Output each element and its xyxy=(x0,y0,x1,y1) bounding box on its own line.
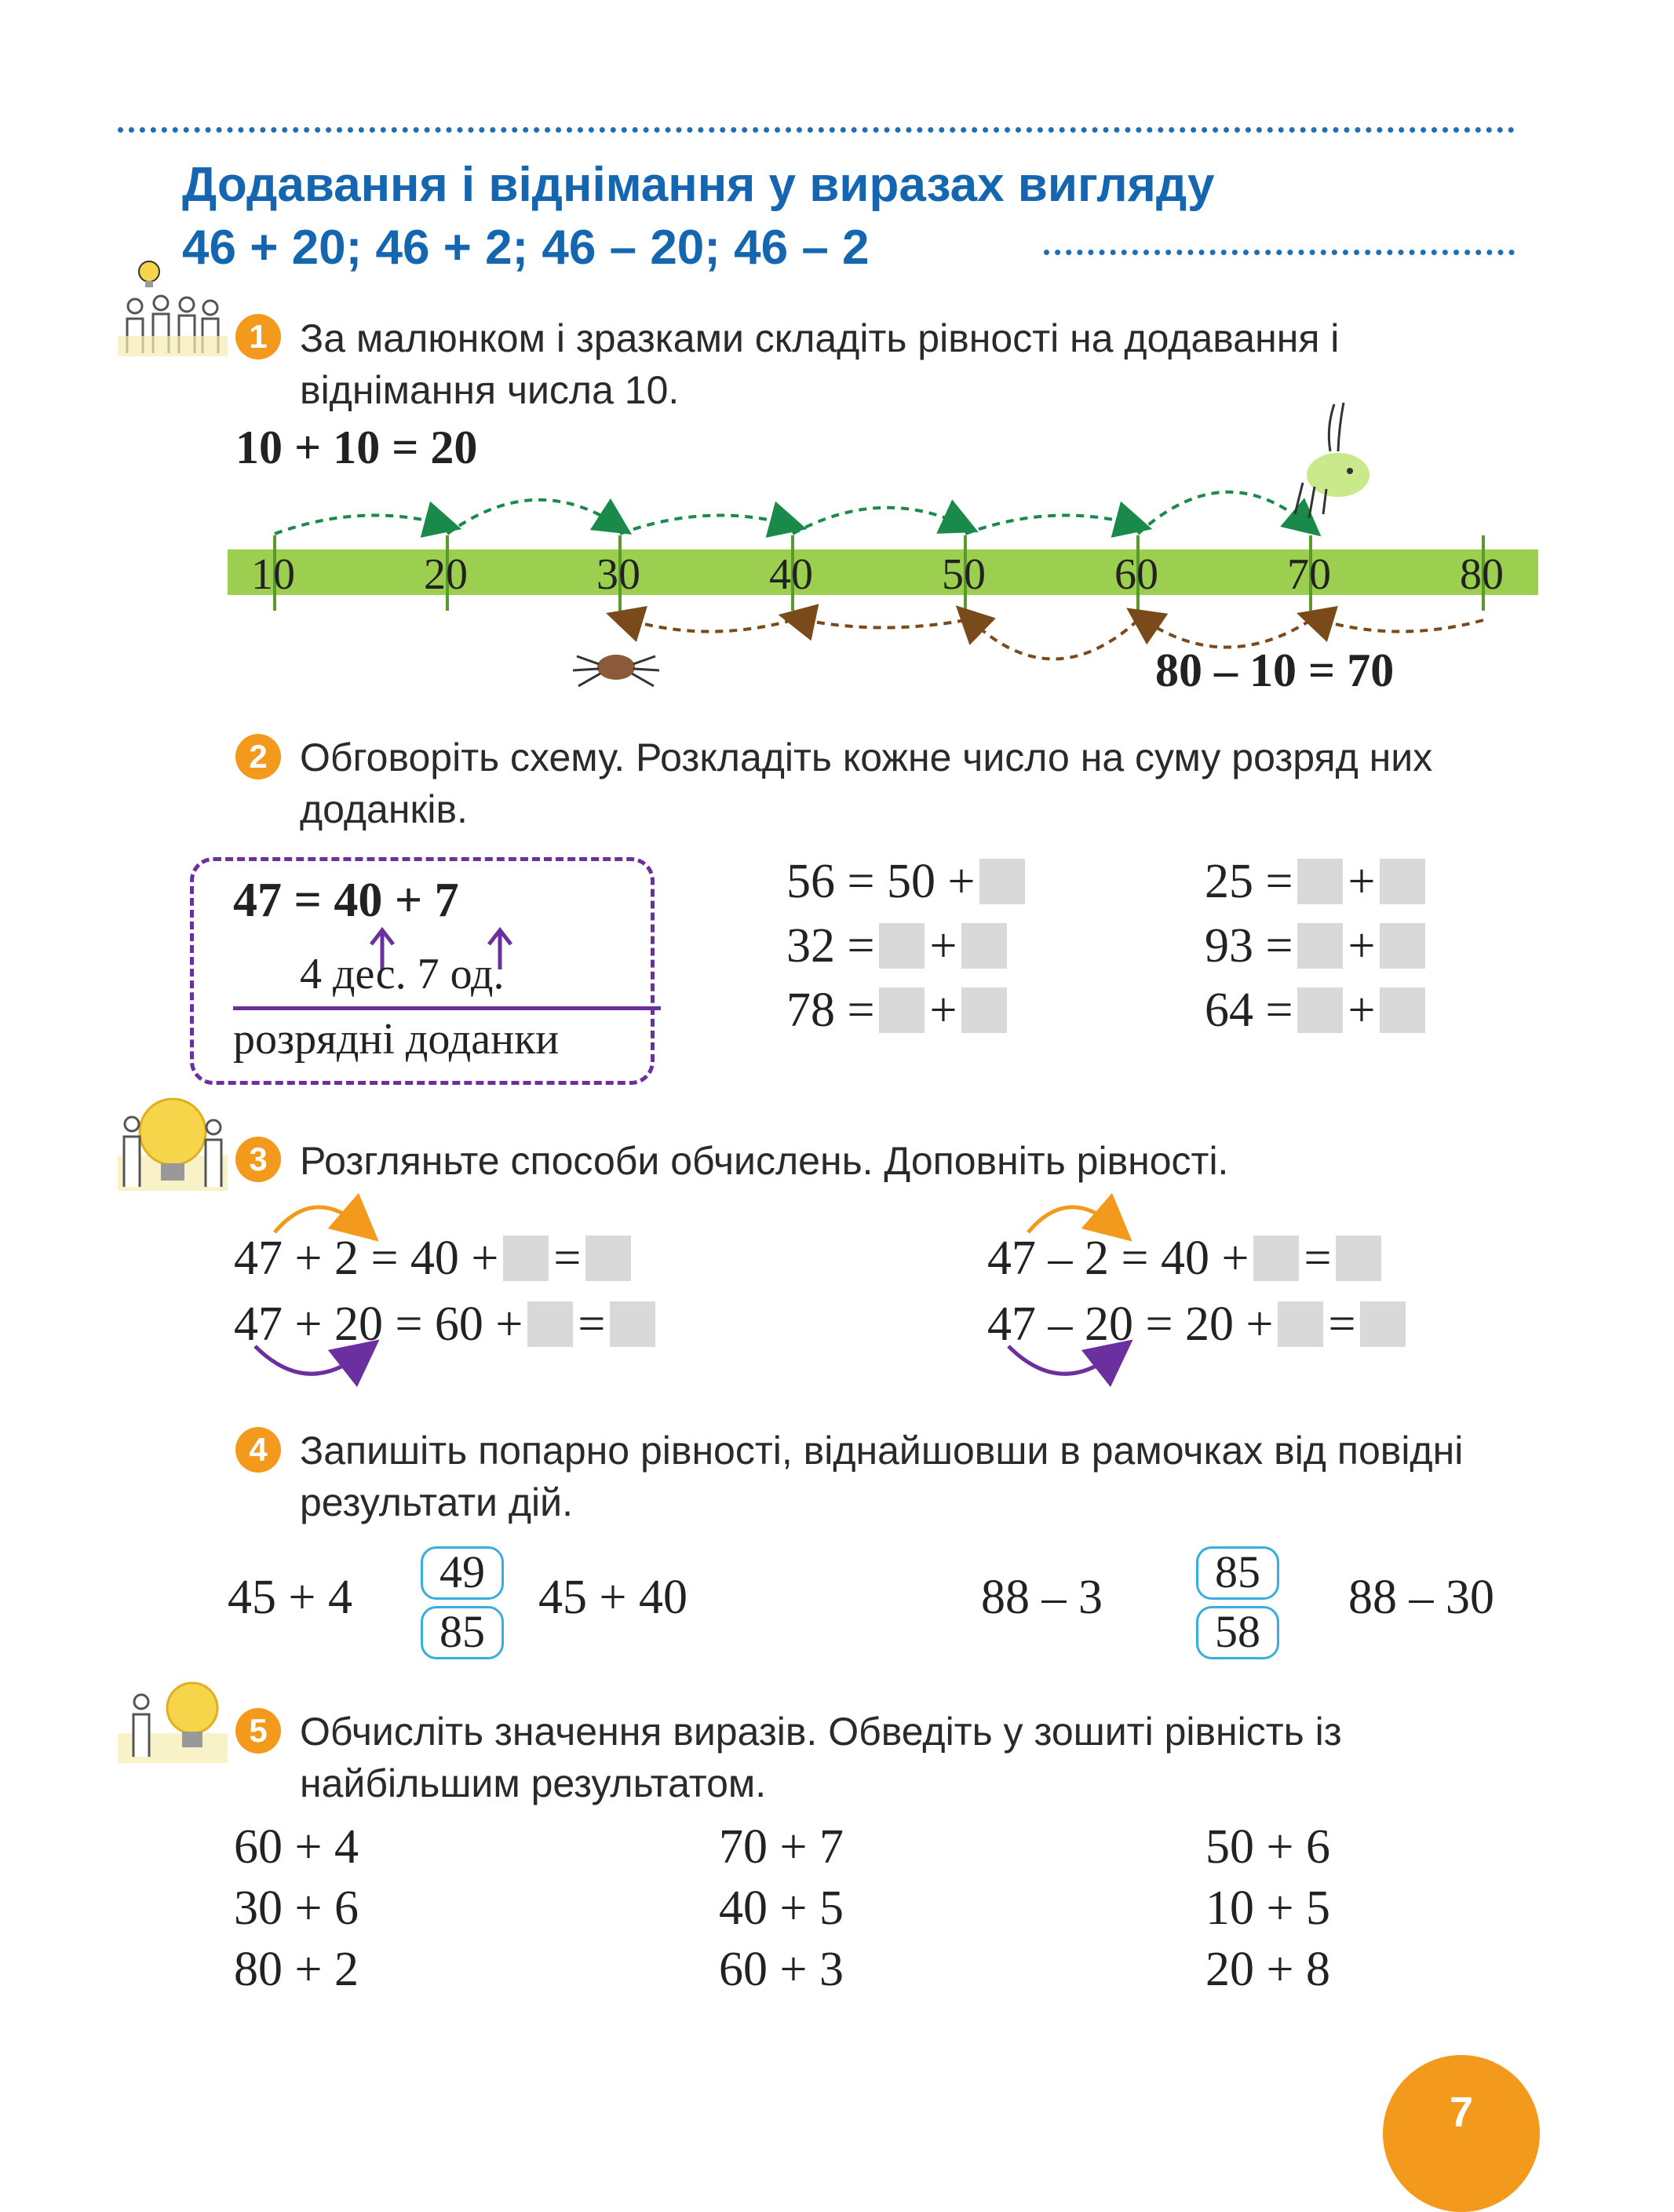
decomposition-left: 93 = xyxy=(1205,918,1293,973)
answer-blank[interactable] xyxy=(879,923,925,969)
task1-example-add: 10 + 10 = 20 xyxy=(235,422,478,473)
place-value-scheme xyxy=(190,857,655,1085)
answer-blank[interactable] xyxy=(1297,923,1343,969)
answer-blank[interactable] xyxy=(527,1301,573,1347)
expression: 70 + 7 xyxy=(719,1820,844,1874)
answer-blank[interactable] xyxy=(1297,859,1343,904)
plus-sign: + xyxy=(929,983,957,1037)
decomposition-row xyxy=(1205,849,1430,914)
calculation-row xyxy=(234,1297,660,1352)
task4-left-expression-b: 45 + 40 xyxy=(538,1571,687,1624)
task5-text: Обчисліть значення виразів. Обведіть у зошиті рівність із найбільшим результатом. xyxy=(300,1710,1342,1805)
task2-column-2 xyxy=(1205,849,1430,1042)
page-title-line1: Додавання і віднімання у виразах вигляду xyxy=(182,158,1215,212)
title-dotted-rule xyxy=(1044,250,1515,255)
equals-sign: = xyxy=(1304,1231,1332,1285)
calculation-expression: 47 – 2 = 40 + xyxy=(987,1231,1249,1285)
tick-label: 80 xyxy=(1460,550,1504,599)
task1-number-badge: 1 xyxy=(235,314,281,360)
answer-blank[interactable] xyxy=(879,987,925,1033)
answer-blank[interactable] xyxy=(1380,923,1425,969)
scheme-caption: розрядні доданки xyxy=(233,1015,560,1064)
scheme-divider xyxy=(233,1006,661,1010)
answer-blank[interactable] xyxy=(961,987,1007,1033)
tick-label: 30 xyxy=(596,550,640,599)
expression: 30 + 6 xyxy=(234,1882,359,1935)
page-number: 7 xyxy=(1449,2089,1474,2136)
lightbulb-person-icon xyxy=(118,1678,228,1765)
task5-column-2 xyxy=(719,1820,844,2003)
answer-blank[interactable] xyxy=(1297,987,1343,1033)
decomposition-row xyxy=(786,978,1030,1042)
task5-number-badge: 5 xyxy=(235,1708,281,1754)
answer-blank[interactable] xyxy=(1380,859,1425,904)
expression: 10 + 5 xyxy=(1205,1882,1330,1935)
decomposition-row xyxy=(1205,914,1430,978)
equals-sign: = xyxy=(578,1297,606,1351)
equals-sign: = xyxy=(553,1231,582,1285)
task4-right-expression-a: 88 – 3 xyxy=(981,1571,1103,1624)
expression: 60 + 3 xyxy=(719,1943,844,1996)
result-oval[interactable]: 85 xyxy=(421,1606,504,1659)
page-title-line2: 46 + 20; 46 + 2; 46 – 20; 46 – 2 xyxy=(182,221,870,275)
decomposition-left: 32 = xyxy=(786,918,875,973)
equals-sign: = xyxy=(1328,1297,1356,1351)
task5-column-3 xyxy=(1205,1820,1330,2003)
task4-text: Запишіть попарно рівності, віднайшовши в рамочках від повідні результати дій. xyxy=(300,1429,1464,1524)
decomposition-left: 78 = xyxy=(786,983,875,1037)
plus-sign: + xyxy=(1348,918,1376,973)
answer-blank[interactable] xyxy=(1278,1301,1323,1347)
scheme-label: 4 дес. 7 од. xyxy=(300,950,505,998)
task4-number-badge: 4 xyxy=(235,1427,281,1473)
calculation-row xyxy=(234,1231,636,1286)
plus-sign: + xyxy=(1348,854,1376,908)
answer-blank[interactable] xyxy=(1380,987,1425,1033)
calculation-row xyxy=(987,1231,1386,1286)
decomposition-left: 25 = xyxy=(1205,854,1293,908)
page-number-badge xyxy=(1383,2055,1540,2212)
task5-column-1 xyxy=(234,1820,359,2003)
lightbulb-people-icon xyxy=(118,1093,228,1195)
result-oval[interactable]: 49 xyxy=(421,1546,504,1600)
decomposition-left: 56 = 50 + xyxy=(786,854,976,908)
tick-label: 60 xyxy=(1114,550,1158,599)
expression: 50 + 6 xyxy=(1205,1820,1330,1874)
answer-blank[interactable] xyxy=(1336,1236,1381,1281)
answer-blank[interactable] xyxy=(961,923,1007,969)
calculation-expression: 47 + 20 = 60 + xyxy=(234,1297,523,1351)
task4-right-expression-b: 88 – 30 xyxy=(1348,1571,1494,1624)
result-oval[interactable]: 85 xyxy=(1196,1546,1279,1600)
answer-blank[interactable] xyxy=(585,1236,631,1281)
expression: 80 + 2 xyxy=(234,1943,359,1996)
answer-blank[interactable] xyxy=(503,1236,549,1281)
task4-left-expression-a: 45 + 4 xyxy=(228,1571,352,1624)
calculation-arcs xyxy=(220,1193,1554,1389)
answer-blank[interactable] xyxy=(610,1301,655,1347)
decomposition-row xyxy=(786,914,1030,978)
task3-number-badge: 3 xyxy=(235,1137,281,1182)
tick-label: 50 xyxy=(942,550,986,599)
decomposition-row xyxy=(1205,978,1430,1042)
answer-blank[interactable] xyxy=(1360,1301,1406,1347)
top-dotted-rule xyxy=(118,127,1515,133)
tick-label: 20 xyxy=(424,550,468,599)
task3-text: Розгляньте способи обчислень. Доповніть рівності. xyxy=(300,1139,1229,1183)
expression: 20 + 8 xyxy=(1205,1943,1330,1996)
tick-label: 10 xyxy=(251,550,295,599)
task2-number-badge: 2 xyxy=(235,734,281,779)
answer-blank[interactable] xyxy=(1253,1236,1299,1281)
grasshopper-icon xyxy=(1279,396,1389,522)
number-line-ticks xyxy=(220,549,1554,597)
decomposition-row xyxy=(786,849,1030,914)
calculation-expression: 47 + 2 = 40 + xyxy=(234,1231,499,1285)
result-oval[interactable]: 58 xyxy=(1196,1606,1279,1659)
tick-label: 40 xyxy=(769,550,813,599)
group-people-icon xyxy=(118,257,228,360)
answer-blank[interactable] xyxy=(979,859,1025,904)
plus-sign: + xyxy=(1348,983,1376,1037)
scheme-equation: 47 = 40 + 7 xyxy=(233,874,459,927)
plus-sign: + xyxy=(929,918,957,973)
tick-label: 70 xyxy=(1287,550,1331,599)
calculation-expression: 47 – 20 = 20 + xyxy=(987,1297,1274,1351)
task1-example-sub: 80 – 10 = 70 xyxy=(1155,644,1395,696)
task2-text: Обговоріть схему. Розкладіть кожне число на суму розряд них доданків. xyxy=(300,736,1433,831)
spider-icon xyxy=(569,636,663,699)
task1-text: За малюнком і зразками складіть рівності на додавання і віднімання числа 10. xyxy=(300,316,1340,412)
decomposition-left: 64 = xyxy=(1205,983,1293,1037)
task2-column-1 xyxy=(786,849,1030,1042)
expression: 60 + 4 xyxy=(234,1820,359,1874)
calculation-row xyxy=(987,1297,1410,1352)
expression: 40 + 5 xyxy=(719,1882,844,1935)
